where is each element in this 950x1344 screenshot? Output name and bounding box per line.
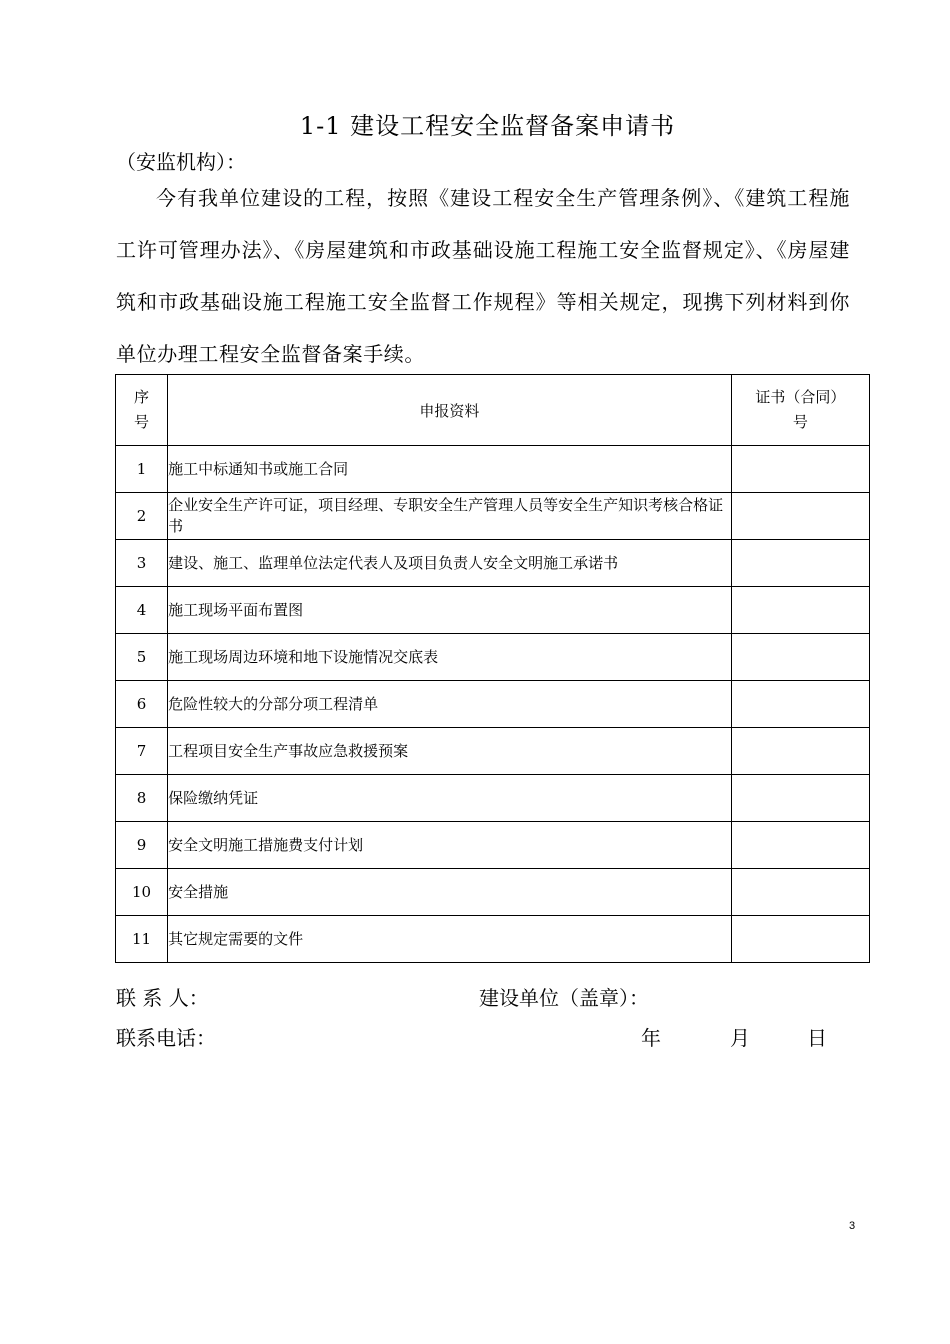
- header-item: 申报资料: [168, 375, 732, 446]
- month-label: 月: [730, 1026, 750, 1050]
- row-number: 4: [116, 587, 168, 634]
- table-row: [116, 446, 870, 493]
- table-row: [116, 775, 870, 822]
- row-material: 安全文明施工措施费支付计划: [168, 822, 732, 869]
- table-row: [116, 869, 870, 916]
- row-number: 3: [116, 540, 168, 587]
- row-material: 保险缴纳凭证: [168, 775, 732, 822]
- table-row: [116, 493, 870, 540]
- table-row: [116, 587, 870, 634]
- header-no-line1: 序: [134, 388, 150, 406]
- row-number: 2: [116, 493, 168, 540]
- table-row: [116, 634, 870, 681]
- row-certificate-number[interactable]: [731, 869, 869, 916]
- table-row: [116, 540, 870, 587]
- row-certificate-number[interactable]: [731, 775, 869, 822]
- row-material: 安全措施: [168, 869, 732, 916]
- row-material: 企业安全生产许可证，项目经理、专职安全生产管理人员等安全生产知识考核合格证书: [168, 493, 732, 540]
- contact-person-label: 联 系 人：: [116, 986, 209, 1010]
- row-material: 其它规定需要的文件: [168, 916, 732, 963]
- table-header-row: [116, 375, 870, 446]
- document-title: 1-1 建设工程安全监督备案申请书: [299, 112, 676, 140]
- row-number: 10: [116, 869, 168, 916]
- body-paragraph: 今有我单位建设的工程，按照《建设工程安全生产管理条例》、《建筑工程施工许可管理办法》、《房屋建筑和市政基础设施工程施工安全监督规定》、《房屋建筑和市政基础设施工程施工安全监督工作规程》等相关规定，现携下列材料到你单位办理工程安全监督备案手续。: [116, 186, 850, 366]
- year-label: 年: [641, 1026, 661, 1050]
- header-no: [116, 375, 168, 446]
- row-number: 9: [116, 822, 168, 869]
- row-certificate-number[interactable]: [731, 916, 869, 963]
- materials-table: [115, 374, 870, 963]
- page-number: 3: [849, 1220, 856, 1232]
- row-number: 11: [116, 916, 168, 963]
- row-certificate-number[interactable]: [731, 634, 869, 681]
- table-row: [116, 681, 870, 728]
- header-cert: [731, 375, 869, 446]
- row-material: 建设、施工、监理单位法定代表人及项目负责人安全文明施工承诺书: [168, 540, 732, 587]
- row-number: 6: [116, 681, 168, 728]
- row-material: 危险性较大的分部分项工程清单: [168, 681, 732, 728]
- row-number: 5: [116, 634, 168, 681]
- construction-unit-label: 建设单位（盖章）：: [479, 986, 649, 1010]
- table-row: [116, 728, 870, 775]
- addressee-line: （安监机构）：: [116, 150, 246, 174]
- contact-phone-label: 联系电话：: [116, 1026, 216, 1050]
- header-cert-line2: 号: [792, 413, 808, 431]
- row-material: 施工现场平面布置图: [168, 587, 732, 634]
- header-cert-line1: 证书（合同）: [755, 388, 846, 406]
- row-number: 1: [116, 446, 168, 493]
- row-number: 8: [116, 775, 168, 822]
- row-certificate-number[interactable]: [731, 540, 869, 587]
- table-row: [116, 916, 870, 963]
- row-number: 7: [116, 728, 168, 775]
- header-no-line2: 号: [134, 413, 150, 431]
- row-certificate-number[interactable]: [731, 446, 869, 493]
- row-material: 施工现场周边环境和地下设施情况交底表: [168, 634, 732, 681]
- row-certificate-number[interactable]: [731, 493, 869, 540]
- row-certificate-number[interactable]: [731, 681, 869, 728]
- row-material: 工程项目安全生产事故应急救援预案: [168, 728, 732, 775]
- row-certificate-number[interactable]: [731, 728, 869, 775]
- day-label: 日: [807, 1026, 827, 1050]
- row-certificate-number[interactable]: [731, 587, 869, 634]
- table-row: [116, 822, 870, 869]
- row-certificate-number[interactable]: [731, 822, 869, 869]
- row-material: 施工中标通知书或施工合同: [168, 446, 732, 493]
